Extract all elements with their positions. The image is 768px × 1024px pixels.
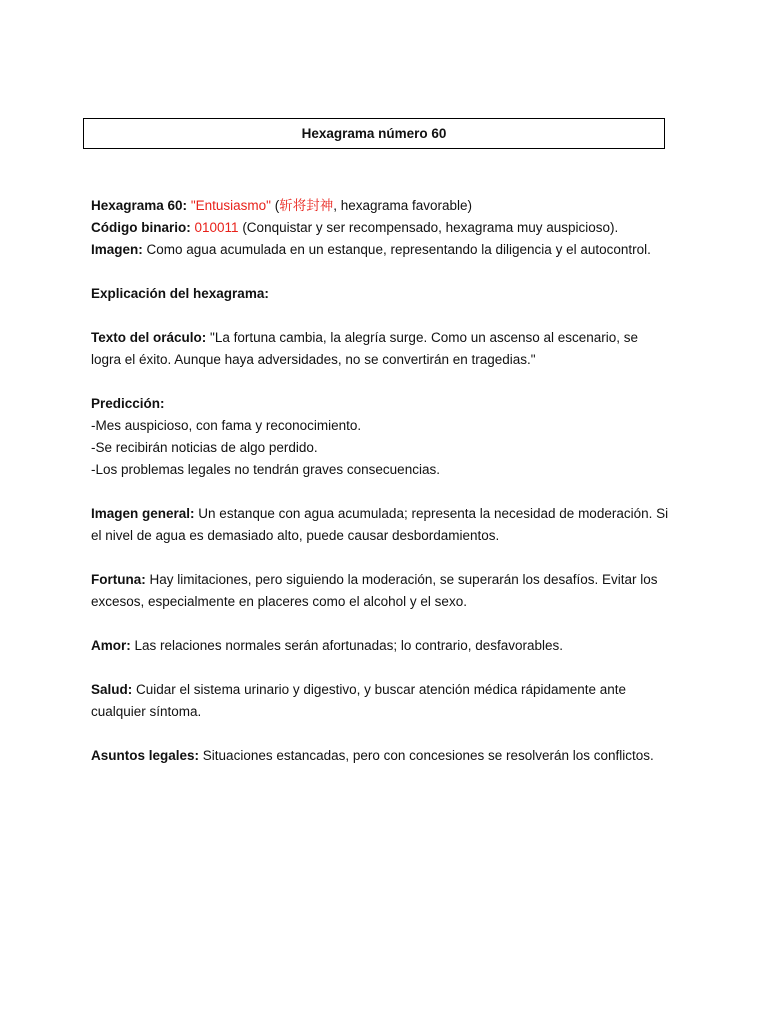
hexagram-label: Hexagrama 60: [91,198,188,213]
title-box [83,118,665,149]
explanation-heading: Explicación del hexagrama: [91,286,269,301]
prediction-label: Predicción: [91,396,165,411]
legal-label: Asuntos legales: [91,748,200,763]
page-title: Hexagrama número 60 [301,126,447,141]
legal-section [91,745,671,767]
hexagram-name: "Entusiasmo" [190,198,271,213]
code-description: (Conquistar y ser recompensado, hexagrama muy auspicioso). [242,220,619,235]
health-text: Cuidar el sistema urinario y digestivo, y buscar atención médica rápidamente ante cualquier síntoma. [91,682,627,719]
hexagram-open-paren: ( [274,198,280,213]
love-label: Amor: [91,638,131,653]
hexagram-chinese: 斩将封神 [279,198,334,213]
health-label: Salud: [91,682,133,697]
image-label: Imagen: [91,242,143,257]
fortune-text: Hay limitaciones, pero siguiendo la moderación, se superarán los desafíos. Evitar los excesos, especialmente en placeres como el alcohol y el sexo. [91,572,658,609]
code-value: 010011 [194,220,239,235]
prediction-item: -Se recibirán noticias de algo perdido. [91,440,318,455]
oracle-section [91,327,671,371]
intro-section [91,195,671,261]
legal-text: Situaciones estancadas, pero con concesiones se resolverán los conflictos. [202,748,654,763]
prediction-item: -Mes auspicioso, con fama y reconocimiento. [91,418,362,433]
image-line [91,239,671,261]
general-image-section [91,503,671,547]
hexagram-rest: , hexagrama favorable) [333,198,473,213]
explanation-section [91,283,671,305]
image-text: Como agua acumulada en un estanque, representando la diligencia y el autocontrol. [146,242,651,257]
prediction-section [91,393,671,481]
oracle-label: Texto del oráculo: [91,330,207,345]
love-text: Las relaciones normales serán afortunadas; lo contrario, desfavorables. [134,638,564,653]
document-body [91,195,671,789]
oracle-text: "La fortuna cambia, la alegría surge. Como un ascenso al escenario, se logra el éxito. Aunque haya adversidades, no se convertirán en tragedias." [91,330,639,367]
fortune-label: Fortuna: [91,572,146,587]
love-section [91,635,671,657]
code-label: Código binario: [91,220,191,235]
code-line [91,217,671,239]
general-image-label: Imagen general: [91,506,195,521]
health-section [91,679,671,723]
fortune-section [91,569,671,613]
general-image-text: Un estanque con agua acumulada; representa la necesidad de moderación. Si el nivel de agua es demasiado alto, puede causar desbordamientos. [91,506,669,543]
hexagram-line [91,195,671,217]
prediction-item: -Los problemas legales no tendrán graves consecuencias. [91,462,440,477]
